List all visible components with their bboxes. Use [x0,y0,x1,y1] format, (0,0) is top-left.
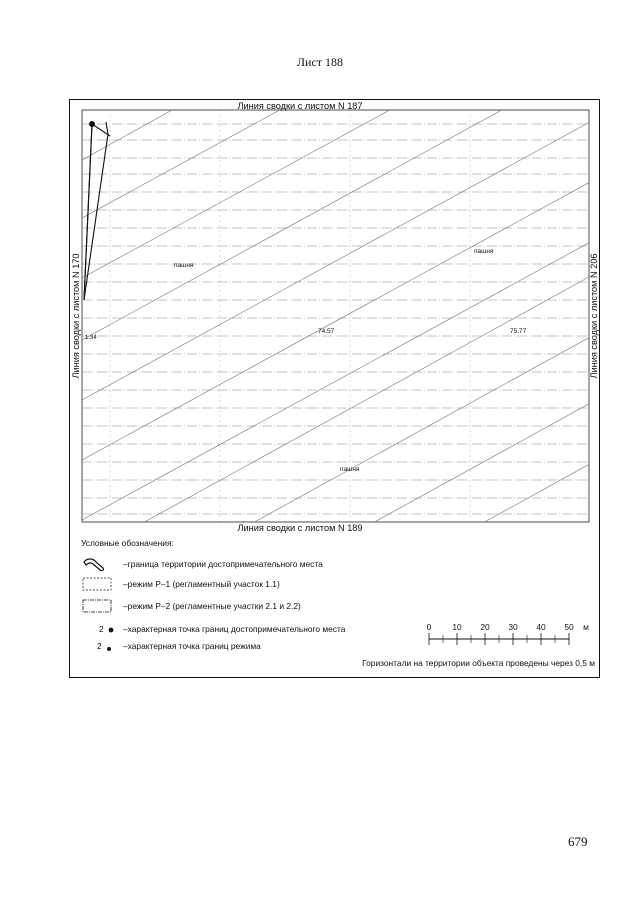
scale-tick-50: 50 [564,622,574,632]
legend-item-regime-r1 [81,576,421,592]
legend-text-regime-r2: –режим Р–2 (регламентные участки 2.1 и 2.2) [123,601,301,611]
label-pashnya-3: пашня [340,466,360,473]
contour-note: Горизонтали на территории объекта проведены через 0,5 м [362,658,595,668]
label-pashnya-1: пашня [174,262,194,269]
legend-item-territory-boundary [81,556,421,572]
scale-tick-0: 0 [426,622,432,632]
label-elevation-3: 1.34 [85,335,97,341]
label-elevation-2: 75.77 [510,328,527,335]
label-elevation-1: 74.57 [318,328,335,335]
scale-tick-30: 30 [508,622,518,632]
map-canvas [70,100,601,679]
point-site-marker: 2 [99,624,104,634]
point-regime-icon [105,645,113,653]
regime-r2-icon [81,598,117,614]
edge-label-right: Линия сводки с листом N 206 [589,253,599,379]
regime-r1-icon [81,576,117,592]
point-site-icon [107,626,115,634]
scale-tick-20: 20 [480,622,490,632]
scale-tick-10: 10 [452,622,462,632]
legend-item-point-site [81,621,421,637]
sheet-title: Лист 188 [296,55,344,69]
page-number: 679 [568,834,588,849]
edge-label-bottom: Линия сводки с листом N 189 [237,523,363,533]
boundary-lines [84,122,110,300]
point-regime-marker: 2 [97,641,102,651]
scale-bar-graphic [426,632,576,646]
legend-text-regime-r1: –режим Р–1 (регламентный участок 1.1) [123,579,280,589]
legend-item-point-regime [81,638,421,654]
scale-unit: м [583,622,589,632]
scale-tick-40: 40 [536,622,546,632]
map-area-border [82,110,589,522]
label-pashnya-2: пашня [474,248,494,255]
legend-text-territory-boundary: –граница территории достопримечательного места [123,559,323,569]
grid-vertical-lines [110,110,470,522]
legend-text-point-site: –характерная точка границ достопримечательного места [123,624,346,634]
scale-bar [426,622,606,648]
legend-item-regime-r2 [81,598,421,614]
edge-label-left: Линия сводки с листом N 170 [71,253,81,379]
edge-label-top: Линия сводки с листом N 187 [237,101,363,111]
legend-text-point-regime: –характерная точка границ режима [123,641,261,651]
territory-boundary-icon [81,556,117,572]
legend-title: Условные обозначения: [81,538,174,548]
